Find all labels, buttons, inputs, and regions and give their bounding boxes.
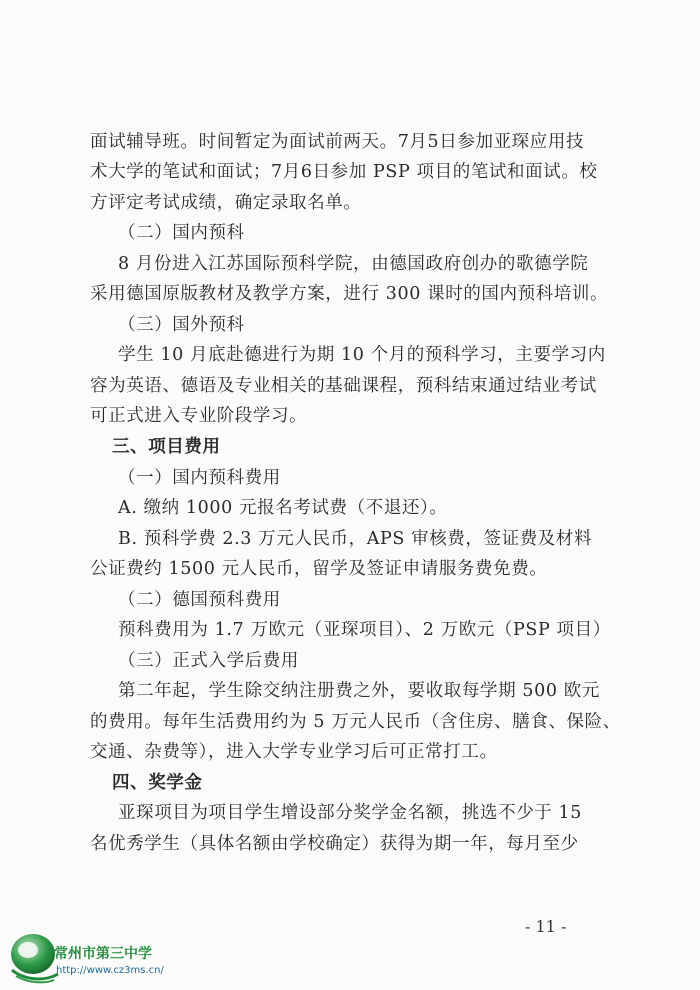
body-text-line: 亚琛项目为项目学生增设部分奖学金名额，挑选不少于 15 (118, 803, 583, 823)
body-text-line: 交通、杂费等），进入大学专业学习后可正常打工。 (90, 742, 498, 762)
body-text-line: 术大学的笔试和面试；7月6日参加 PSP 项目的笔试和面试。校 (90, 162, 598, 182)
subsection-heading: （一）国内预科费用 (118, 468, 281, 488)
subsection-heading: （二）国内预科 (118, 223, 245, 243)
body-text-line: 面试辅导班。时间暂定为面试前两天。7月5日参加亚琛应用技 (90, 132, 585, 152)
section-heading: 四、奖学金 (112, 773, 203, 793)
body-text-line: 第二年起，学生除交纳注册费之外，要收取每学期 500 欧元 (118, 681, 600, 701)
subsection-heading: （三）国外预科 (118, 315, 245, 335)
body-text-line: 8 月份进入江苏国际预科学院，由德国政府创办的歌德学院 (118, 254, 589, 274)
school-url: http://www.cz3ms.cn/ (56, 965, 164, 976)
body-text-line: 采用德国原版教材及教学方案，进行 300 课时的国内预科培训。 (90, 284, 609, 304)
body-text-line: 方评定考试成绩，确定录取名单。 (90, 193, 362, 213)
body-text-line: 容为英语、德语及专业相关的基础课程，预科结束通过结业考试 (90, 376, 597, 396)
body-text-line: B. 预科学费 2.3 万元人民币，APS 审核费，签证费及材料 (118, 529, 593, 549)
school-watermark (6, 930, 206, 986)
body-text-line: A. 缴纳 1000 元报名考试费（不退还）。 (118, 498, 448, 518)
page-number: - 11 - (525, 917, 567, 936)
body-text-line: 公证费约 1500 元人民币，留学及签证申请服务费免费。 (90, 559, 548, 579)
body-text-line: 可正式进入专业阶段学习。 (90, 406, 308, 426)
subsection-heading: （三）正式入学后费用 (118, 651, 299, 671)
subsection-heading: （二）德国预科费用 (118, 590, 281, 610)
body-text-line: 名优秀学生（具体名额由学校确定）获得为期一年，每月至少 (90, 834, 579, 854)
body-text-line: 的费用。每年生活费用约为 5 万元人民币（含住房、膳食、保险、 (90, 712, 621, 732)
body-text-line: 学生 10 月底赴德进行为期 10 个月的预科学习，主要学习内 (118, 345, 606, 365)
school-name: 常州市第三中学 (54, 946, 152, 962)
section-heading: 三、项目费用 (112, 437, 221, 457)
body-text-line: 预科费用为 1.7 万欧元（亚琛项目）、2 万欧元（PSP 项目） (118, 620, 611, 640)
